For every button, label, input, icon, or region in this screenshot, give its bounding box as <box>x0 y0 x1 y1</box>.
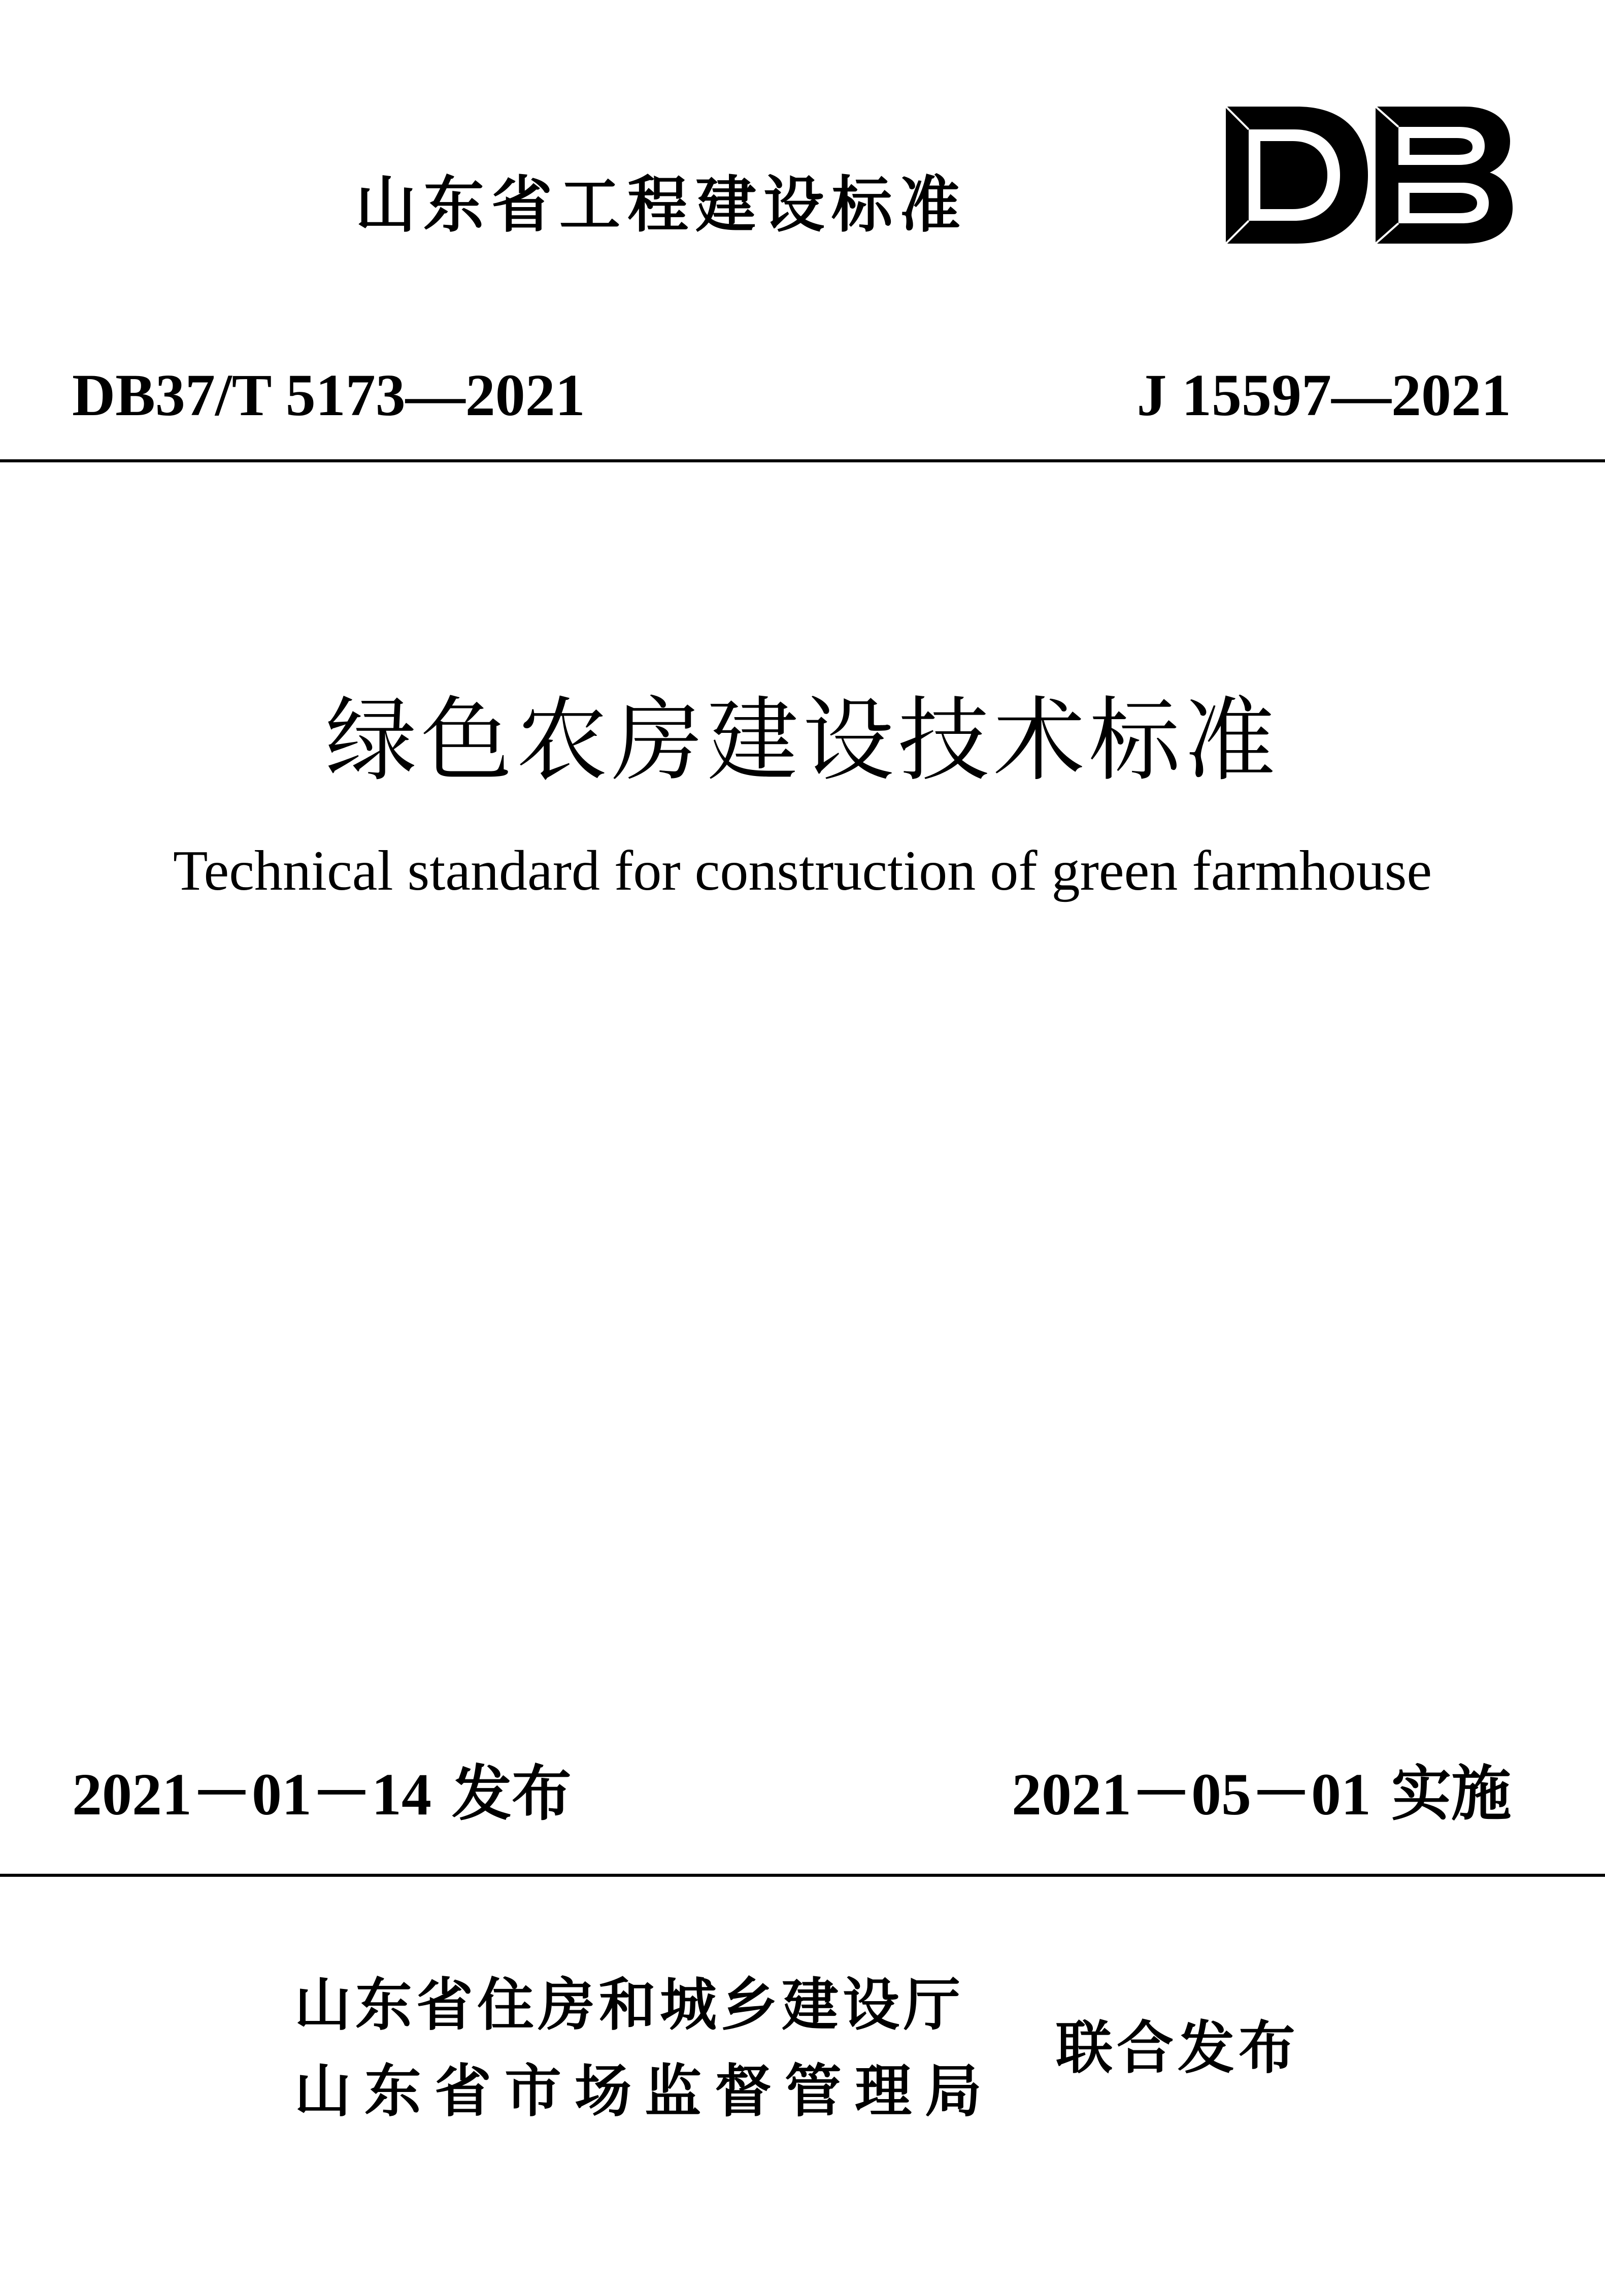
implement-label: 实施 <box>1391 1759 1511 1829</box>
joint-issue-label: 联合发布 <box>1056 2015 1299 2081</box>
bottom-divider <box>0 1874 1605 1877</box>
publisher-housing-department: 山东省住房和城乡建设厅 <box>294 1972 964 2038</box>
db-logo <box>1221 102 1515 249</box>
publisher-market-regulation-bureau: 山东省市场监督管理局 <box>294 2058 995 2124</box>
title-chinese: 绿色农房建设技术标准 <box>325 688 1280 794</box>
implement-date-line <box>1011 1759 1511 1829</box>
top-divider <box>0 459 1605 462</box>
issue-date: 2021－01－14 <box>72 1761 431 1828</box>
title-english: Technical standard for construction of green farmhouse <box>173 839 1432 902</box>
standard-category: 山东省工程建设标准 <box>355 170 967 241</box>
logo-letter-b <box>1376 107 1513 244</box>
issue-label: 发布 <box>452 1759 572 1829</box>
logo-letter-d <box>1226 107 1368 244</box>
implement-date: 2021－05－01 <box>1011 1761 1371 1828</box>
standard-number: DB37/T 5173—2021 <box>72 362 585 428</box>
issue-date-line <box>72 1759 572 1829</box>
record-number: J 15597—2021 <box>1136 362 1511 428</box>
